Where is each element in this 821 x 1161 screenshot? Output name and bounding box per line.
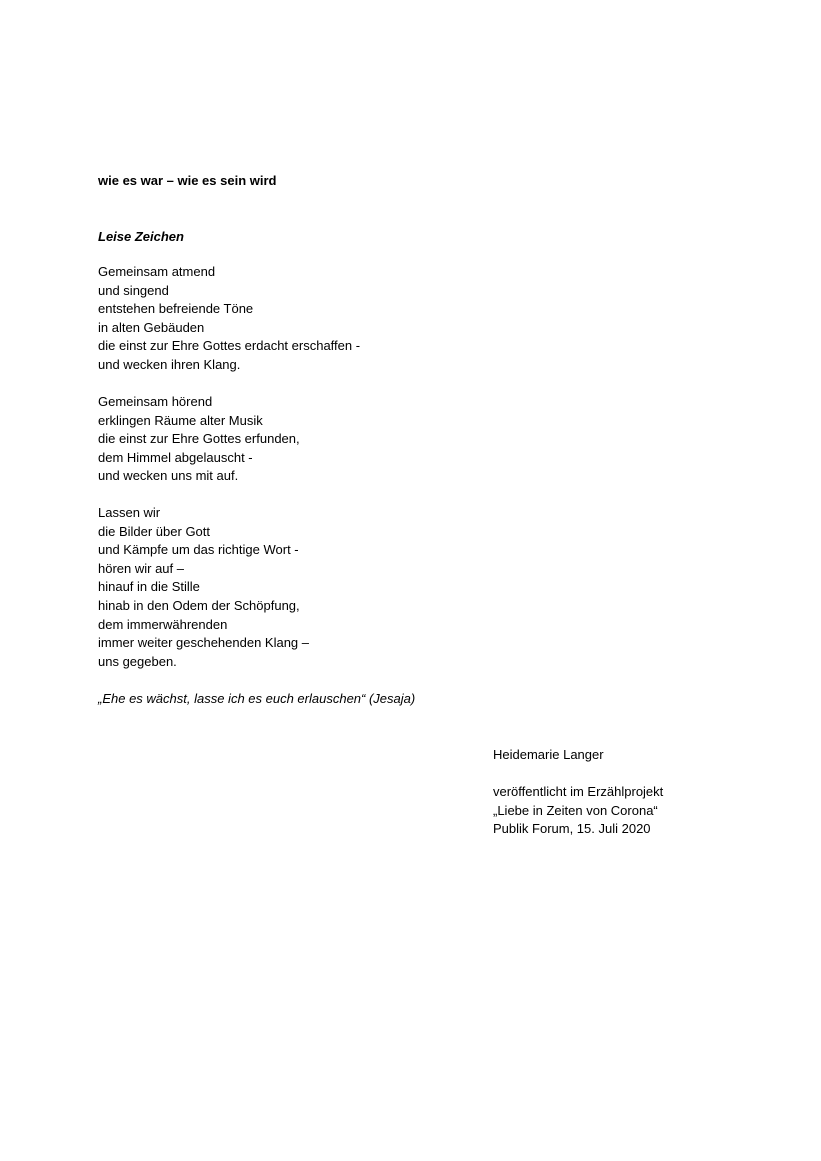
poem-stanza-3 <box>98 504 309 671</box>
poem-stanza-2 <box>98 393 300 486</box>
poem-line: hinauf in die Stille <box>98 579 200 595</box>
publication-note <box>493 783 663 839</box>
poem-line: dem immerwährenden <box>98 616 228 632</box>
poem-line: hören wir auf – <box>98 560 184 576</box>
poem-line: die einst zur Ehre Gottes erfunden, <box>98 431 300 447</box>
publication-line: Publik Forum, 15. Juli 2020 <box>493 821 651 837</box>
poem-line: hinab in den Odem der Schöpfung, <box>98 597 300 613</box>
poem-line: und wecken uns mit auf. <box>98 468 239 484</box>
publication-line: veröffentlicht im Erzählprojekt <box>493 784 664 799</box>
poem-line: erklingen Räume alter Musik <box>98 412 263 428</box>
document-heading: wie es war – wie es sein wird <box>98 173 277 188</box>
poem-line: in alten Gebäuden <box>98 319 205 335</box>
poem-line: dem Himmel abgelauscht - <box>98 449 253 465</box>
poem-line: Lassen wir <box>98 505 161 520</box>
poem-line: und Kämpfe um das richtige Wort - <box>98 542 299 558</box>
publication-line: „Liebe in Zeiten von Corona“ <box>493 802 658 818</box>
poem-title: Leise Zeichen <box>98 229 184 244</box>
poem-line: und singend <box>98 282 169 298</box>
poem-line: die Bilder über Gott <box>98 523 211 539</box>
poem-line: uns gegeben. <box>98 653 177 669</box>
poem-line: und wecken ihren Klang. <box>98 356 241 372</box>
poem-line: Gemeinsam atmend <box>98 264 216 279</box>
poem-line: immer weiter geschehenden Klang – <box>98 635 310 651</box>
closing-quote: „Ehe es wächst, lasse ich es euch erlauschen“ (Jesaja) <box>98 691 416 706</box>
author-name: Heidemarie Langer <box>493 747 604 762</box>
poem-line: entstehen befreiende Töne <box>98 301 254 317</box>
poem-stanza-1 <box>98 263 360 375</box>
poem-line: Gemeinsam hörend <box>98 394 213 409</box>
poem-line: die einst zur Ehre Gottes erdacht erschaffen - <box>98 338 361 354</box>
